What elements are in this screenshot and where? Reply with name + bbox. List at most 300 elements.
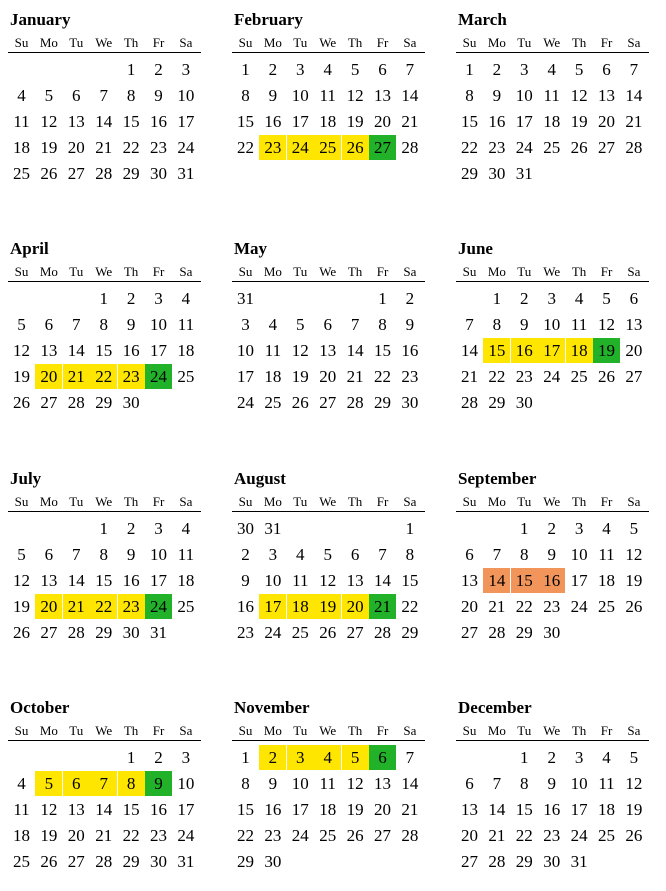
highlighted-day-cell[interactable]: 26 <box>342 135 369 160</box>
day-cell[interactable]: 25 <box>177 367 195 386</box>
highlighted-day-cell[interactable]: 17 <box>259 594 286 619</box>
highlighted-day-cell[interactable]: 20 <box>342 594 369 619</box>
day-cell[interactable]: 20 <box>461 597 478 616</box>
day-cell[interactable]: 29 <box>237 852 254 871</box>
highlighted-day-cell[interactable]: 6 <box>369 745 396 770</box>
day-cell[interactable]: 24 <box>264 623 282 642</box>
day-cell[interactable]: 18 <box>598 800 615 819</box>
highlighted-day-cell[interactable]: 20 <box>35 594 62 619</box>
highlighted-day-cell[interactable]: 23 <box>259 135 286 160</box>
day-cell[interactable]: 22 <box>488 367 506 386</box>
day-cell[interactable]: 3 <box>547 289 556 308</box>
day-cell[interactable]: 15 <box>461 112 478 131</box>
day-cell[interactable]: 13 <box>625 315 643 334</box>
day-cell[interactable]: 27 <box>461 623 478 642</box>
day-cell[interactable]: 12 <box>40 800 58 819</box>
day-cell[interactable]: 16 <box>150 800 167 819</box>
day-cell[interactable]: 5 <box>323 545 332 564</box>
day-cell[interactable]: 23 <box>150 138 167 157</box>
day-cell[interactable]: 30 <box>264 852 282 871</box>
highlighted-day-cell[interactable]: 9 <box>145 771 172 796</box>
day-cell[interactable]: 21 <box>625 112 643 131</box>
day-cell[interactable]: 24 <box>570 826 588 845</box>
day-cell[interactable]: 25 <box>177 597 195 616</box>
day-cell[interactable]: 4 <box>574 289 584 308</box>
day-cell[interactable]: 7 <box>405 60 415 79</box>
day-cell[interactable]: 19 <box>346 800 364 819</box>
day-cell[interactable]: 23 <box>264 826 282 845</box>
day-cell[interactable]: 6 <box>44 545 54 564</box>
day-cell[interactable]: 25 <box>13 852 30 871</box>
day-cell[interactable]: 26 <box>291 393 309 412</box>
day-cell[interactable]: 20 <box>374 800 391 819</box>
day-cell[interactable]: 2 <box>547 519 556 538</box>
day-cell[interactable]: 24 <box>543 367 561 386</box>
highlighted-day-cell[interactable]: 7 <box>90 771 117 796</box>
day-cell[interactable]: 10 <box>150 545 167 564</box>
day-cell[interactable]: 1 <box>241 60 250 79</box>
day-cell[interactable]: 4 <box>17 774 26 793</box>
day-cell[interactable]: 14 <box>95 112 113 131</box>
day-cell[interactable]: 28 <box>67 623 85 642</box>
day-cell[interactable]: 21 <box>401 800 419 819</box>
day-cell[interactable]: 11 <box>570 315 588 334</box>
day-cell[interactable]: 25 <box>291 623 309 642</box>
day-cell[interactable]: 4 <box>602 748 611 767</box>
highlighted-day-cell[interactable]: 5 <box>342 745 369 770</box>
day-cell[interactable]: 11 <box>543 86 560 105</box>
day-cell[interactable]: 8 <box>99 545 108 564</box>
highlighted-day-cell[interactable]: 23 <box>118 364 145 389</box>
day-cell[interactable]: 14 <box>401 86 419 105</box>
day-cell[interactable]: 31 <box>177 852 195 871</box>
day-cell[interactable]: 1 <box>520 519 529 538</box>
day-cell[interactable]: 27 <box>625 367 643 386</box>
day-cell[interactable]: 13 <box>346 571 364 590</box>
day-cell[interactable]: 10 <box>264 571 282 590</box>
day-cell[interactable]: 17 <box>291 112 309 131</box>
day-cell[interactable]: 1 <box>465 60 474 79</box>
day-cell[interactable]: 12 <box>625 774 643 793</box>
day-cell[interactable]: 2 <box>126 519 136 538</box>
day-cell[interactable]: 8 <box>126 86 136 105</box>
day-cell[interactable]: 16 <box>150 112 167 131</box>
day-cell[interactable]: 27 <box>598 138 615 157</box>
day-cell[interactable]: 29 <box>488 393 506 412</box>
day-cell[interactable]: 17 <box>177 800 195 819</box>
day-cell[interactable]: 20 <box>67 826 85 845</box>
day-cell[interactable]: 22 <box>515 597 533 616</box>
day-cell[interactable]: 6 <box>602 60 611 79</box>
day-cell[interactable]: 11 <box>13 112 30 131</box>
highlighted-day-cell[interactable]: 27 <box>369 135 396 160</box>
day-cell[interactable]: 18 <box>177 571 195 590</box>
day-cell[interactable]: 15 <box>401 571 419 590</box>
day-cell[interactable]: 1 <box>99 289 108 308</box>
day-cell[interactable]: 15 <box>374 341 391 360</box>
day-cell[interactable]: 29 <box>95 393 113 412</box>
day-cell[interactable]: 16 <box>264 800 282 819</box>
day-cell[interactable]: 6 <box>44 315 54 334</box>
day-cell[interactable]: 6 <box>629 289 639 308</box>
day-cell[interactable]: 26 <box>40 164 58 183</box>
day-cell[interactable]: 31 <box>570 852 588 871</box>
day-cell[interactable]: 10 <box>570 774 588 793</box>
day-cell[interactable]: 8 <box>378 315 387 334</box>
day-cell[interactable]: 23 <box>488 138 506 157</box>
day-cell[interactable]: 3 <box>154 289 163 308</box>
day-cell[interactable]: 4 <box>268 315 278 334</box>
highlighted-day-cell[interactable]: 23 <box>118 594 145 619</box>
day-cell[interactable]: 26 <box>13 623 30 642</box>
day-cell[interactable]: 30 <box>401 393 419 412</box>
day-cell[interactable]: 14 <box>374 571 391 590</box>
day-cell[interactable]: 7 <box>350 315 360 334</box>
day-cell[interactable]: 25 <box>264 393 282 412</box>
day-cell[interactable]: 17 <box>515 112 533 131</box>
day-cell[interactable]: 22 <box>461 138 478 157</box>
day-cell[interactable]: 18 <box>264 367 282 386</box>
day-cell[interactable]: 29 <box>122 164 140 183</box>
day-cell[interactable]: 3 <box>520 60 529 79</box>
day-cell[interactable]: 27 <box>40 393 58 412</box>
highlighted-day-cell[interactable]: 6 <box>63 771 90 796</box>
day-cell[interactable]: 19 <box>625 800 643 819</box>
day-cell[interactable]: 18 <box>13 138 30 157</box>
day-cell[interactable]: 3 <box>574 748 584 767</box>
day-cell[interactable]: 14 <box>488 800 506 819</box>
day-cell[interactable]: 8 <box>465 86 474 105</box>
day-cell[interactable]: 6 <box>72 86 81 105</box>
day-cell[interactable]: 12 <box>40 112 58 131</box>
day-cell[interactable]: 22 <box>122 826 140 845</box>
day-cell[interactable]: 19 <box>570 112 588 131</box>
day-cell[interactable]: 12 <box>13 341 30 360</box>
day-cell[interactable]: 13 <box>40 571 58 590</box>
day-cell[interactable]: 3 <box>181 748 191 767</box>
day-cell[interactable]: 14 <box>95 800 113 819</box>
day-cell[interactable]: 28 <box>67 393 85 412</box>
day-cell[interactable]: 7 <box>72 545 81 564</box>
day-cell[interactable]: 6 <box>465 545 474 564</box>
day-cell[interactable]: 6 <box>378 60 387 79</box>
day-cell[interactable]: 23 <box>401 367 419 386</box>
day-cell[interactable]: 7 <box>492 545 502 564</box>
day-cell[interactable]: 22 <box>401 597 419 616</box>
day-cell[interactable]: 4 <box>17 86 26 105</box>
day-cell[interactable]: 15 <box>122 800 140 819</box>
day-cell[interactable]: 1 <box>241 748 250 767</box>
day-cell[interactable]: 25 <box>598 597 615 616</box>
day-cell[interactable]: 12 <box>625 545 643 564</box>
day-cell[interactable]: 12 <box>319 571 337 590</box>
highlighted-day-cell[interactable]: 15 <box>511 568 538 593</box>
day-cell[interactable]: 4 <box>296 545 305 564</box>
day-cell[interactable]: 19 <box>40 826 58 845</box>
day-cell[interactable]: 7 <box>99 86 108 105</box>
day-cell[interactable]: 5 <box>602 289 611 308</box>
day-cell[interactable]: 19 <box>346 112 364 131</box>
day-cell[interactable]: 27 <box>374 826 391 845</box>
day-cell[interactable]: 27 <box>461 852 478 871</box>
day-cell[interactable]: 9 <box>405 315 415 334</box>
day-cell[interactable]: 18 <box>13 826 30 845</box>
day-cell[interactable]: 25 <box>598 826 615 845</box>
day-cell[interactable]: 15 <box>95 341 113 360</box>
day-cell[interactable]: 19 <box>625 571 643 590</box>
day-cell[interactable]: 13 <box>67 112 85 131</box>
day-cell[interactable]: 30 <box>515 393 533 412</box>
day-cell[interactable]: 4 <box>602 519 611 538</box>
day-cell[interactable]: 16 <box>543 800 561 819</box>
day-cell[interactable]: 9 <box>126 545 136 564</box>
day-cell[interactable]: 12 <box>291 341 309 360</box>
day-cell[interactable]: 11 <box>292 571 309 590</box>
highlighted-day-cell[interactable]: 2 <box>259 745 286 770</box>
day-cell[interactable]: 5 <box>574 60 584 79</box>
day-cell[interactable]: 18 <box>543 112 561 131</box>
highlighted-day-cell[interactable]: 5 <box>35 771 62 796</box>
day-cell[interactable]: 5 <box>17 315 26 334</box>
day-cell[interactable]: 2 <box>492 60 502 79</box>
day-cell[interactable]: 18 <box>598 571 615 590</box>
day-cell[interactable]: 21 <box>95 138 113 157</box>
highlighted-day-cell[interactable]: 24 <box>145 364 172 389</box>
day-cell[interactable]: 15 <box>95 571 113 590</box>
day-cell[interactable]: 20 <box>598 112 615 131</box>
day-cell[interactable]: 9 <box>241 571 250 590</box>
day-cell[interactable]: 2 <box>126 289 136 308</box>
day-cell[interactable]: 26 <box>598 367 615 386</box>
day-cell[interactable]: 6 <box>465 774 474 793</box>
day-cell[interactable]: 11 <box>177 315 195 334</box>
day-cell[interactable]: 11 <box>264 341 282 360</box>
day-cell[interactable]: 11 <box>319 86 336 105</box>
day-cell[interactable]: 26 <box>40 852 58 871</box>
highlighted-day-cell[interactable]: 16 <box>511 338 538 363</box>
day-cell[interactable]: 21 <box>346 367 364 386</box>
day-cell[interactable]: 26 <box>570 138 588 157</box>
day-cell[interactable]: 2 <box>405 289 415 308</box>
day-cell[interactable]: 10 <box>543 315 561 334</box>
day-cell[interactable]: 11 <box>177 545 195 564</box>
day-cell[interactable]: 19 <box>13 367 30 386</box>
day-cell[interactable]: 30 <box>150 852 167 871</box>
day-cell[interactable]: 10 <box>291 774 309 793</box>
day-cell[interactable]: 30 <box>122 393 140 412</box>
day-cell[interactable]: 7 <box>465 315 474 334</box>
day-cell[interactable]: 9 <box>547 545 556 564</box>
day-cell[interactable]: 24 <box>237 393 254 412</box>
day-cell[interactable]: 9 <box>268 86 278 105</box>
day-cell[interactable]: 7 <box>492 774 502 793</box>
day-cell[interactable]: 4 <box>547 60 556 79</box>
highlighted-day-cell[interactable]: 16 <box>538 568 565 593</box>
day-cell[interactable]: 25 <box>319 826 337 845</box>
day-cell[interactable]: 15 <box>122 112 140 131</box>
day-cell[interactable]: 28 <box>95 164 113 183</box>
day-cell[interactable]: 1 <box>520 748 529 767</box>
day-cell[interactable]: 30 <box>543 623 561 642</box>
day-cell[interactable]: 24 <box>177 826 195 845</box>
highlighted-day-cell[interactable]: 21 <box>63 594 90 619</box>
day-cell[interactable]: 24 <box>515 138 533 157</box>
day-cell[interactable]: 8 <box>520 545 529 564</box>
day-cell[interactable]: 16 <box>264 112 282 131</box>
day-cell[interactable]: 13 <box>67 800 85 819</box>
day-cell[interactable]: 23 <box>515 367 533 386</box>
day-cell[interactable]: 25 <box>543 138 561 157</box>
day-cell[interactable]: 1 <box>405 519 415 538</box>
day-cell[interactable]: 29 <box>515 852 533 871</box>
day-cell[interactable]: 5 <box>44 86 54 105</box>
day-cell[interactable]: 20 <box>67 138 85 157</box>
day-cell[interactable]: 16 <box>122 571 140 590</box>
day-cell[interactable]: 9 <box>154 86 163 105</box>
day-cell[interactable]: 1 <box>99 519 108 538</box>
day-cell[interactable]: 5 <box>296 315 305 334</box>
highlighted-day-cell[interactable]: 24 <box>287 135 314 160</box>
highlighted-day-cell[interactable]: 17 <box>538 338 565 363</box>
day-cell[interactable]: 13 <box>319 341 337 360</box>
day-cell[interactable]: 20 <box>461 826 478 845</box>
day-cell[interactable]: 29 <box>122 852 140 871</box>
highlighted-day-cell[interactable]: 3 <box>287 745 314 770</box>
highlighted-day-cell[interactable]: 4 <box>314 745 341 770</box>
day-cell[interactable]: 4 <box>323 60 332 79</box>
day-cell[interactable]: 15 <box>237 112 254 131</box>
highlighted-day-cell[interactable]: 18 <box>287 594 314 619</box>
day-cell[interactable]: 11 <box>598 774 615 793</box>
day-cell[interactable]: 7 <box>629 60 639 79</box>
day-cell[interactable]: 10 <box>237 341 254 360</box>
day-cell[interactable]: 13 <box>374 86 391 105</box>
day-cell[interactable]: 31 <box>177 164 195 183</box>
day-cell[interactable]: 18 <box>319 800 337 819</box>
day-cell[interactable]: 2 <box>241 545 250 564</box>
day-cell[interactable]: 22 <box>374 367 391 386</box>
day-cell[interactable]: 12 <box>13 571 30 590</box>
day-cell[interactable]: 28 <box>95 852 113 871</box>
day-cell[interactable]: 4 <box>181 519 191 538</box>
day-cell[interactable]: 8 <box>492 315 502 334</box>
highlighted-day-cell[interactable]: 22 <box>90 364 117 389</box>
day-cell[interactable]: 1 <box>126 60 136 79</box>
day-cell[interactable]: 9 <box>520 315 529 334</box>
day-cell[interactable]: 28 <box>401 138 419 157</box>
day-cell[interactable]: 7 <box>405 748 415 767</box>
day-cell[interactable]: 1 <box>492 289 502 308</box>
day-cell[interactable]: 30 <box>237 519 254 538</box>
day-cell[interactable]: 28 <box>374 623 391 642</box>
day-cell[interactable]: 17 <box>150 341 167 360</box>
day-cell[interactable]: 21 <box>401 112 419 131</box>
day-cell[interactable]: 13 <box>598 86 615 105</box>
day-cell[interactable]: 9 <box>268 774 278 793</box>
day-cell[interactable]: 27 <box>67 164 85 183</box>
day-cell[interactable]: 13 <box>461 800 478 819</box>
day-cell[interactable]: 25 <box>570 367 588 386</box>
day-cell[interactable]: 12 <box>570 86 588 105</box>
day-cell[interactable]: 11 <box>319 774 336 793</box>
day-cell[interactable]: 10 <box>515 86 533 105</box>
day-cell[interactable]: 28 <box>625 138 643 157</box>
day-cell[interactable]: 21 <box>488 597 506 616</box>
day-cell[interactable]: 26 <box>625 597 643 616</box>
highlighted-day-cell[interactable]: 21 <box>369 594 396 619</box>
day-cell[interactable]: 15 <box>237 800 254 819</box>
day-cell[interactable]: 2 <box>268 60 278 79</box>
day-cell[interactable]: 21 <box>461 367 478 386</box>
day-cell[interactable]: 5 <box>629 748 639 767</box>
day-cell[interactable]: 17 <box>291 800 309 819</box>
highlighted-day-cell[interactable]: 19 <box>314 594 341 619</box>
day-cell[interactable]: 3 <box>268 545 278 564</box>
highlighted-day-cell[interactable]: 21 <box>63 364 90 389</box>
day-cell[interactable]: 22 <box>237 138 254 157</box>
day-cell[interactable]: 22 <box>122 138 140 157</box>
day-cell[interactable]: 3 <box>181 60 191 79</box>
day-cell[interactable]: 8 <box>241 774 250 793</box>
day-cell[interactable]: 28 <box>346 393 364 412</box>
day-cell[interactable]: 29 <box>401 623 419 642</box>
day-cell[interactable]: 7 <box>72 315 81 334</box>
day-cell[interactable]: 29 <box>515 623 533 642</box>
day-cell[interactable]: 30 <box>150 164 167 183</box>
day-cell[interactable]: 9 <box>492 86 502 105</box>
day-cell[interactable]: 29 <box>461 164 478 183</box>
day-cell[interactable]: 3 <box>574 519 584 538</box>
day-cell[interactable]: 29 <box>95 623 113 642</box>
day-cell[interactable]: 21 <box>488 826 506 845</box>
day-cell[interactable]: 10 <box>177 86 195 105</box>
day-cell[interactable]: 30 <box>488 164 506 183</box>
day-cell[interactable]: 21 <box>95 826 113 845</box>
day-cell[interactable]: 24 <box>177 138 195 157</box>
day-cell[interactable]: 5 <box>350 60 360 79</box>
day-cell[interactable]: 22 <box>237 826 254 845</box>
day-cell[interactable]: 14 <box>346 341 364 360</box>
day-cell[interactable]: 11 <box>598 545 615 564</box>
day-cell[interactable]: 3 <box>241 315 250 334</box>
day-cell[interactable]: 27 <box>346 623 364 642</box>
day-cell[interactable]: 16 <box>401 341 419 360</box>
day-cell[interactable]: 8 <box>99 315 108 334</box>
day-cell[interactable]: 13 <box>40 341 58 360</box>
day-cell[interactable]: 11 <box>13 800 30 819</box>
day-cell[interactable]: 28 <box>488 623 506 642</box>
day-cell[interactable]: 28 <box>401 826 419 845</box>
highlighted-day-cell[interactable]: 18 <box>566 338 593 363</box>
day-cell[interactable]: 28 <box>461 393 478 412</box>
day-cell[interactable]: 16 <box>488 112 506 131</box>
day-cell[interactable]: 5 <box>629 519 639 538</box>
day-cell[interactable]: 8 <box>520 774 529 793</box>
day-cell[interactable]: 17 <box>150 571 167 590</box>
day-cell[interactable]: 31 <box>237 289 254 308</box>
day-cell[interactable]: 19 <box>291 367 309 386</box>
day-cell[interactable]: 5 <box>17 545 26 564</box>
day-cell[interactable]: 9 <box>126 315 136 334</box>
day-cell[interactable]: 17 <box>570 800 588 819</box>
day-cell[interactable]: 19 <box>13 597 30 616</box>
day-cell[interactable]: 10 <box>570 545 588 564</box>
day-cell[interactable]: 3 <box>296 60 305 79</box>
day-cell[interactable]: 6 <box>323 315 332 334</box>
day-cell[interactable]: 17 <box>570 571 588 590</box>
day-cell[interactable]: 6 <box>350 545 360 564</box>
day-cell[interactable]: 23 <box>150 826 167 845</box>
